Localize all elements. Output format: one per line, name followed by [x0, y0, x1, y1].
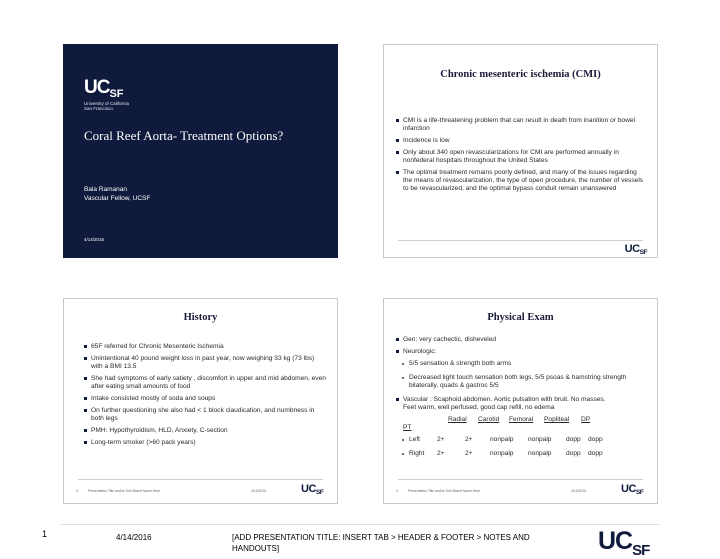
author-name: Bala Ramanan	[84, 186, 127, 193]
slide-date: 4/14/2016	[84, 237, 105, 242]
slide-title: Chronic mesenteric ischemia (CMI)	[440, 69, 601, 80]
footer-divider	[398, 479, 643, 480]
logo-uc: UC	[598, 527, 633, 555]
logo-sf: SF	[315, 489, 324, 496]
cell: 2+	[465, 450, 473, 457]
cell: dopp	[566, 450, 581, 457]
slide-title: Physical Exam	[487, 312, 554, 323]
cell: nonpalp	[490, 436, 514, 443]
ucsf-logo-small	[301, 483, 323, 496]
bullet-item: Incidence is low	[396, 137, 646, 145]
col-femoral: Femoral	[509, 416, 534, 423]
pulse-row-left	[396, 436, 651, 444]
bullet-item: Only about 340 open revascularizations for CMI are performed annually in nonfederal hospitals throughout the United States	[396, 149, 646, 165]
cell: nonpalp	[528, 450, 552, 457]
footer-page-number: 3	[76, 489, 78, 493]
university-line-1: University of California	[84, 101, 130, 106]
vascular-feet-line: Feet warm, well perfused, good cap refill, no edema	[403, 404, 555, 411]
ucsf-logo	[84, 77, 124, 100]
bullet-item: Long-term smoker (>60 pack years)	[84, 439, 326, 447]
logo-uc: UC	[624, 243, 640, 255]
cell: dopp	[588, 436, 603, 443]
bullet-list	[396, 336, 651, 464]
slide-title: History	[183, 312, 218, 323]
footer-divider	[78, 479, 323, 480]
sub-bullet-arms: 5/5 sensation & strength both arms	[396, 360, 651, 368]
bullet-item: CMI is a life-threatening problem that can result in death from inanition or bowel infarction	[396, 117, 646, 133]
bullet-item: Intake consisted mostly of soda and soups	[84, 395, 326, 403]
cell: dopp	[566, 436, 581, 443]
slide-2-thumbnail[interactable]	[383, 44, 658, 258]
bullet-item: PMH: Hypothyroidism, HLD, Anxiety, C-section	[84, 427, 326, 435]
bullet-list	[396, 117, 646, 197]
slide-4-thumbnail[interactable]	[383, 298, 658, 504]
bullet-list	[84, 343, 326, 451]
author-role: Vascular Fellow, UCSF	[84, 195, 151, 202]
cell: 2+	[437, 450, 445, 457]
page-number: 1	[42, 529, 48, 539]
author-block	[84, 185, 150, 203]
bullet-item: She had symptoms of early satiety , discomfort in upper and mid abdomen, even after eating small amounts of food	[84, 375, 326, 391]
logo-sf: SF	[635, 489, 644, 496]
ucsf-logo-small	[625, 243, 647, 256]
row-label: Left	[409, 436, 420, 443]
logo-uc: UC	[301, 483, 316, 495]
logo-uc: UC	[621, 483, 636, 495]
logo-sf: SF	[639, 249, 647, 256]
slide-3-thumbnail[interactable]	[63, 298, 338, 504]
logo-sf: SF	[109, 88, 124, 100]
presentation-title: Coral Reef Aorta- Treatment Options?	[84, 128, 284, 143]
cell: 2+	[465, 436, 473, 443]
pulse-row-right	[396, 450, 651, 458]
bullet-item: Unintentional 40 pound weight loss in past year, now weighing 33 kg (73 lbs) with a BMI 13.5	[84, 355, 326, 371]
col-radial: Radial	[448, 416, 467, 423]
slide-1-thumbnail[interactable]	[63, 44, 338, 258]
col-carotid: Carotid	[478, 416, 500, 423]
row-label: Right	[409, 450, 425, 457]
page-footer-note: [ADD PRESENTATION TITLE: INSERT TAB > HEADER & FOOTER > NOTES AND HANDOUTS]	[232, 533, 530, 553]
ucsf-logo-small	[621, 483, 643, 496]
footer-date: 4/14/2016	[571, 489, 587, 493]
sub-bullet-legs: Decreased light touch sensation both legs, 5/5 psoas & hamstring strength bilaterally, quads & gastroc 5/5	[396, 374, 651, 390]
col-dp: DP	[581, 416, 591, 423]
bullet-item: On further questioning she also had < 1 block claudication, and numbness in both legs	[84, 407, 326, 423]
university-line-2: San Francisco	[84, 106, 113, 111]
footer-page-number: 4	[396, 489, 398, 493]
bullet-gen: Gen: very cachectic, disheveled	[396, 336, 651, 344]
cell: 2+	[437, 436, 445, 443]
page-footer-rule	[60, 524, 660, 525]
bullet-item: The optimal treatment remains poorly defined, and many of the issues regarding the means of revascularization, the type of open procedure, the number of vessels to be revascularized, and the optimal bypass conduit remain unanswered	[396, 169, 646, 193]
footer-divider	[398, 240, 643, 241]
footer-title: Presentation Title and/or Sub Brand Name Here	[408, 489, 480, 493]
footer-title: Presentation Title and/or Sub Brand Name Here	[88, 489, 160, 493]
pulse-header-row	[396, 416, 651, 424]
col-pt: PT	[403, 424, 412, 431]
logo-sf: SF	[632, 542, 650, 559]
ucsf-logo-footer	[598, 527, 649, 559]
bullet-vascular: Vascular : Scaphoid abdomen. Aortic pulsation with bruit. No masses.	[396, 396, 651, 404]
bullet-item: 65F referred for Chronic Mesenteric Ischemia	[84, 343, 326, 351]
col-popliteal: Popliteal	[544, 416, 570, 423]
cell: dopp	[588, 450, 603, 457]
footer-date: 4/14/2016	[251, 489, 267, 493]
bullet-neuro: Neurologic:	[396, 348, 651, 356]
university-name	[84, 101, 129, 111]
cell: nonpalp	[490, 450, 514, 457]
logo-uc: UC	[84, 77, 110, 98]
pulse-header-row-2	[396, 424, 651, 432]
page-date: 4/14/2016	[116, 533, 152, 542]
cell: nonpalp	[528, 436, 552, 443]
